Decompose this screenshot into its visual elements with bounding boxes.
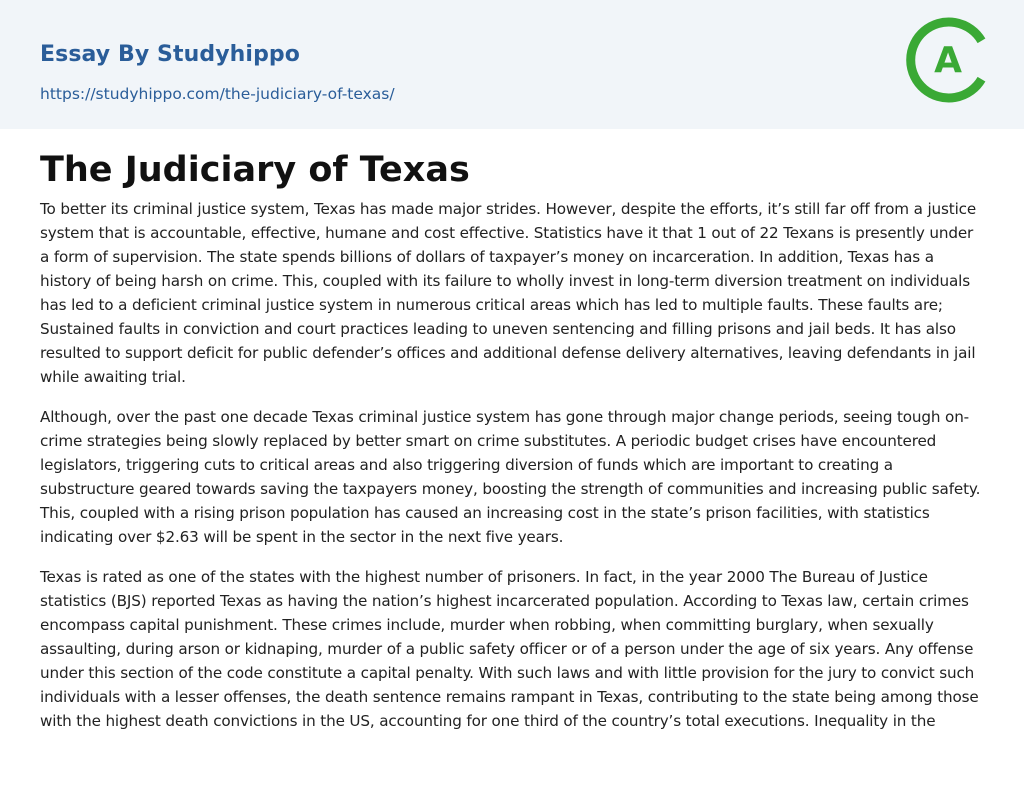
article-body bbox=[0, 129, 1024, 733]
page-title: The Judiciary of Texas bbox=[40, 150, 470, 190]
article-paragraph: To better its criminal justice system, Texas has made major strides. However, despite the efforts, it’s still far off from a justice system that is accountable, effective, humane and cost effective. Statistics have it that 1 out of 22 Texans is presently under a form of supervision. The state spends billions of dollars of taxpayer’s money on incarceration. In addition, Texas has a history of being harsh on crime. This, coupled with its failure to wholly invest in long-term diversion treatment on individuals has led to a deficient criminal justice system in numerous critical areas which has led to multiple faults. These faults are; Sustained faults in conviction and court practices leading to uneven sentencing and filling prisons and jail beds. It has also resulted to support deficit for public defender’s offices and additional defense delivery alternatives, leaving defendants in jail while awaiting trial. bbox=[40, 200, 977, 386]
site-header bbox=[0, 0, 1024, 129]
site-brand[interactable]: Essay By Studyhippo bbox=[40, 42, 300, 67]
studyhippo-logo-icon[interactable] bbox=[904, 16, 992, 104]
logo-letter: A bbox=[934, 40, 962, 81]
article-paragraph: Although, over the past one decade Texas criminal justice system has gone through major change periods, seeing tough on-crime strategies being slowly replaced by better smart on crime substitutes. A periodic budget crises have encountered legislators, triggering cuts to critical areas and also triggering diversion of funds which are important to creating a substructure geared towards saving the taxpayers money, boosting the strength of communities and increasing public safety. This, coupled with a rising prison population has caused an increasing cost in the state’s prison facilities, with statistics indicating over $2.63 will be spent in the sector in the next five years. bbox=[40, 408, 981, 546]
article-paragraph: Texas is rated as one of the states with the highest number of prisoners. In fact, in the year 2000 The Bureau of Justice statistics (BJS) reported Texas as having the nation’s highest incarcerated population. According to Texas law, certain crimes encompass capital punishment. These crimes include, murder when robbing, when committing burglary, when sexually assaulting, during arson or kidnaping, murder of a public safety officer or of a person under the age of six years. Any offense under this section of the code constitute a capital penalty. With such laws and with little provision for the jury to convict such individuals with a lesser offenses, the death sentence remains rampant in Texas, contributing to the state being among those with the highest death convictions in the US, accounting for one third of the country’s total executions. Inequality in the bbox=[40, 568, 979, 730]
article-url-link[interactable]: https://studyhippo.com/the-judiciary-of-texas/ bbox=[40, 85, 395, 103]
